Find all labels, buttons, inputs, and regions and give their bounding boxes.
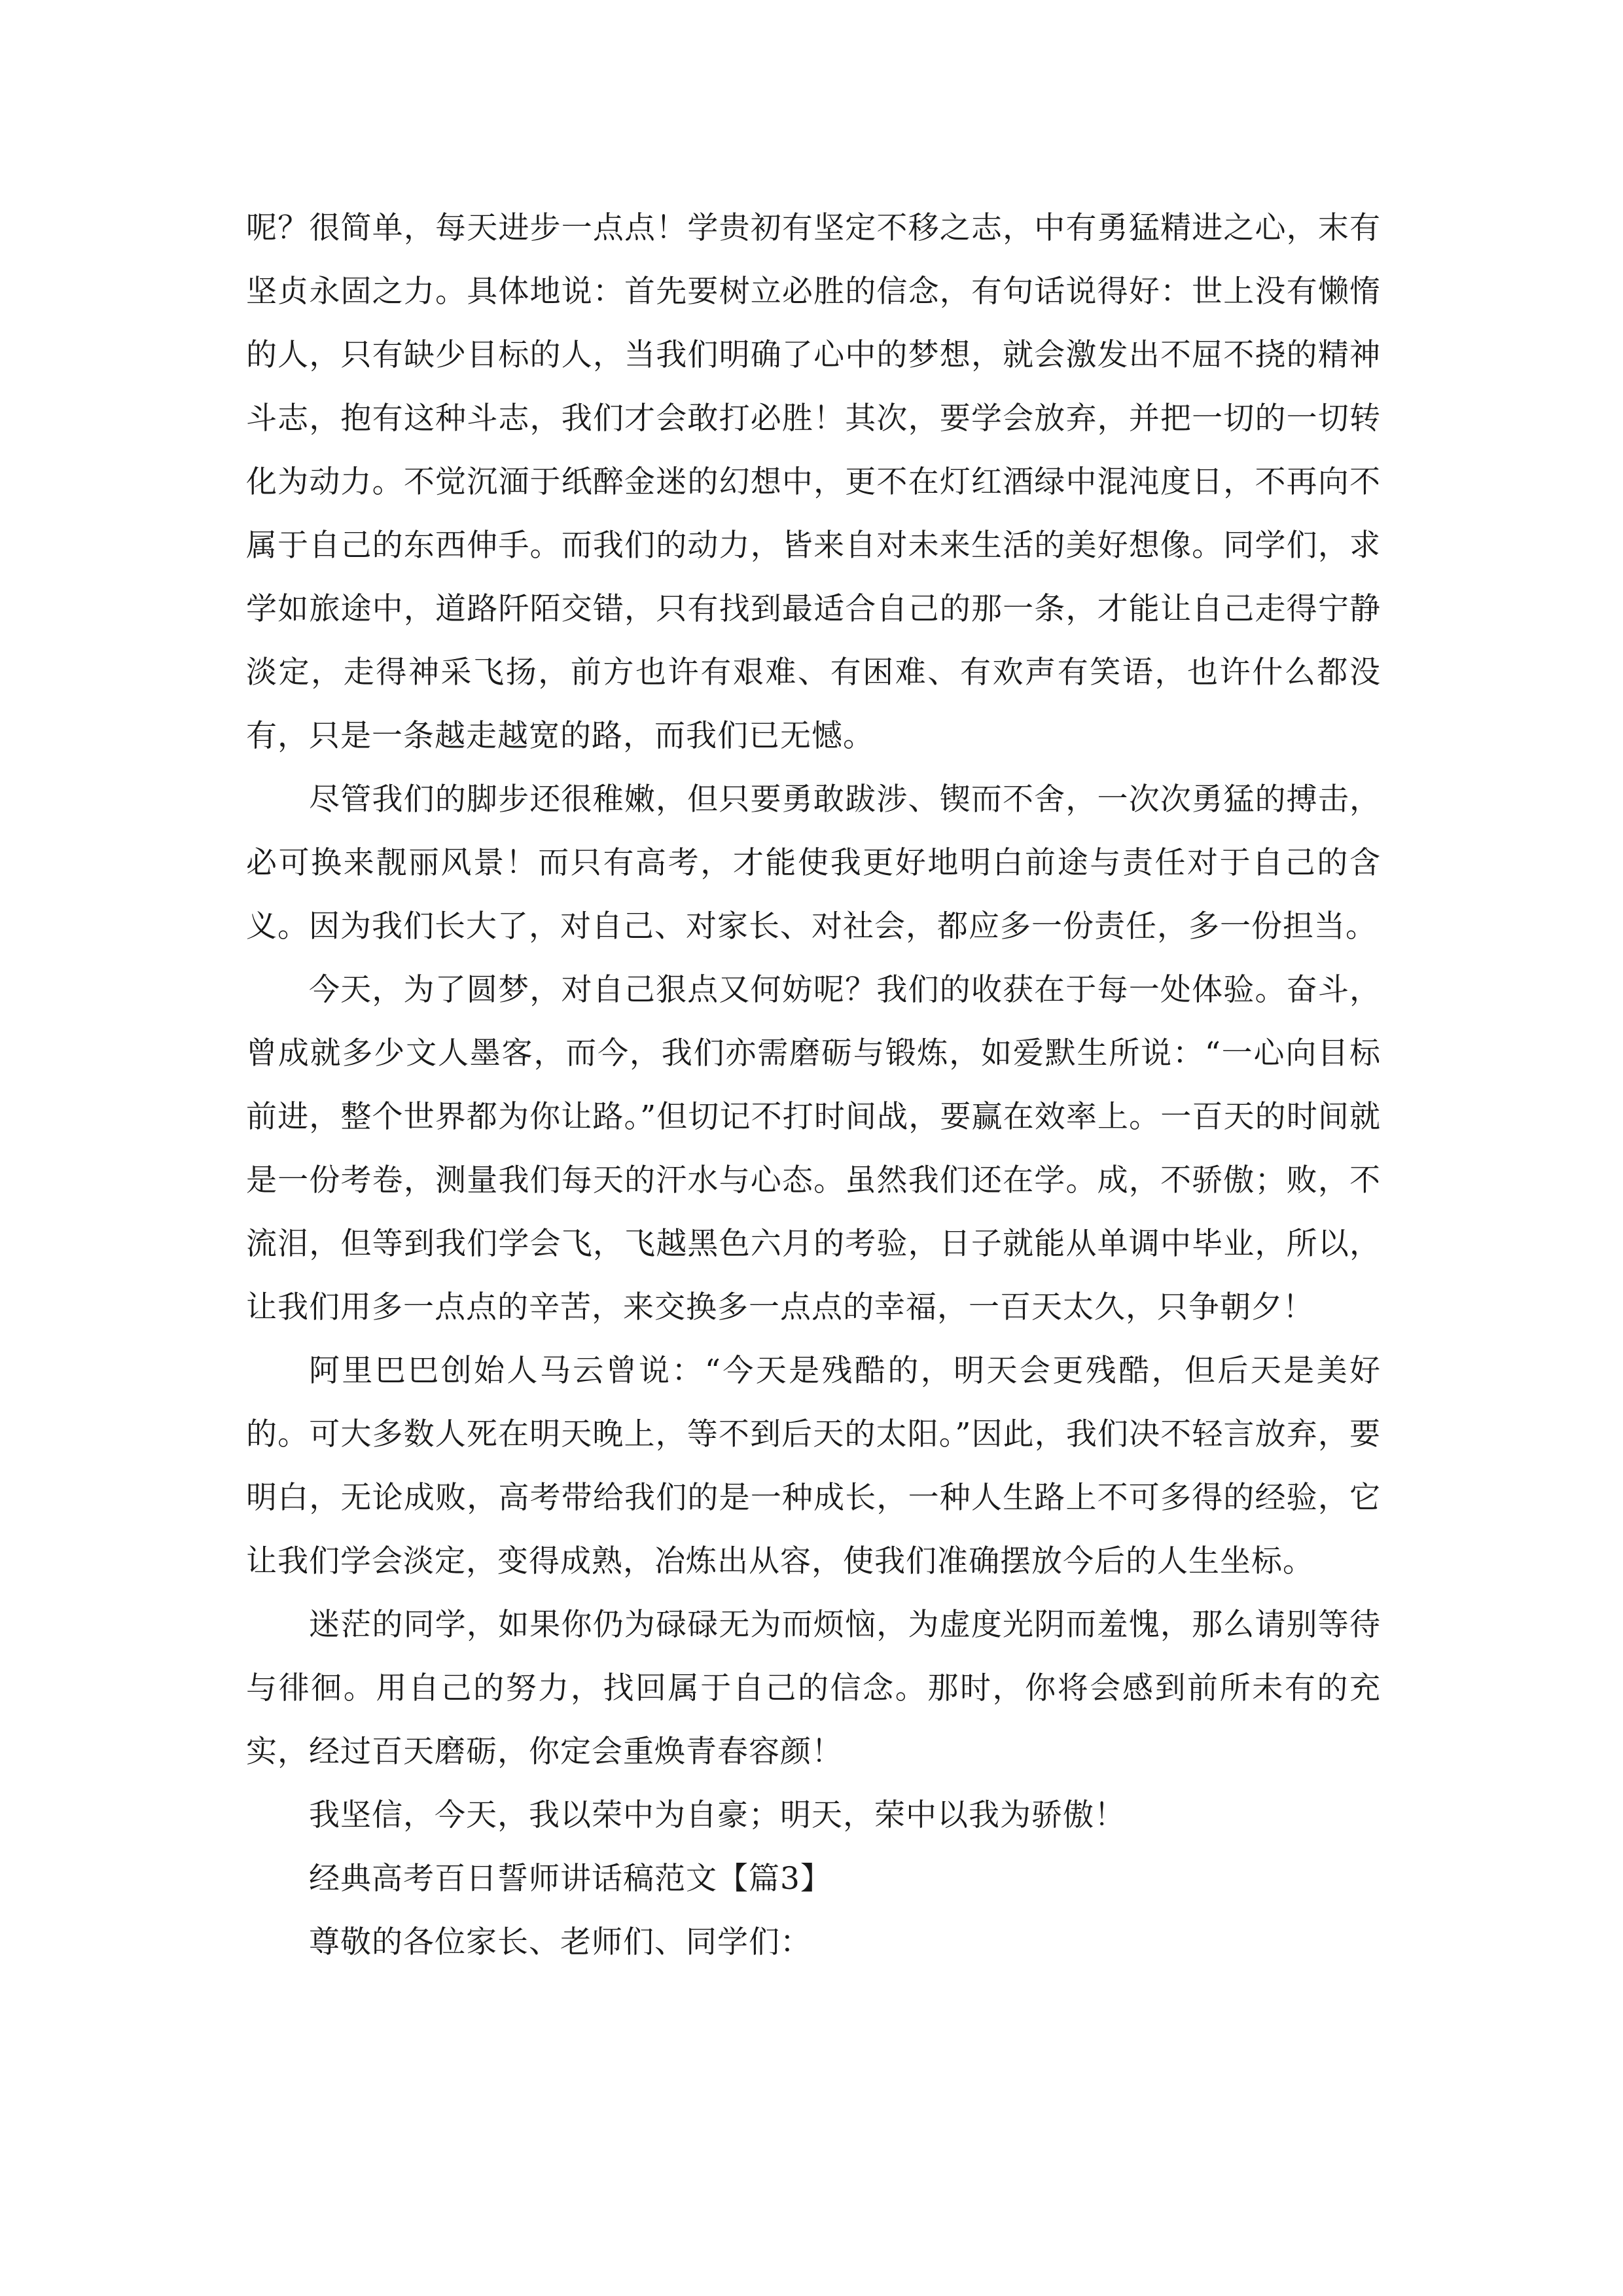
paragraph-footsteps: 尽管我们的脚步还很稚嫩，但只要勇敢跋涉、锲而不舍，一次次勇猛的搏击，必可换来靓丽风景！而只有高考，才能使我更好地明白前途与责任对于自己的含义。因为我们长大了，对自己、对家长、对社会，都应多一份责任，多一份担当。 [246, 781, 1381, 944]
salutation: 尊敬的各位家长、老师们、同学们： [309, 1924, 812, 1960]
paragraph-jack-ma-quote: 阿里巴巴创始人马云曾说：“今天是残酷的，明天会更残酷，但后天是美好的。可大多数人死在明天晚上，等不到后天的太阳。”因此，我们决不轻言放弃，要明白，无论成败，高考带给我们的是一种成长，一种人生路上不可多得的经验，它让我们学会淡定，变得成熟，冶炼出从容，使我们准确摆放今后的人生坐标。 [246, 1353, 1381, 1579]
paragraph-continuation: 呢？很简单，每天进步一点点！学贵初有坚定不移之志，中有勇猛精进之心，末有坚贞永固之力。具体地说：首先要树立必胜的信念，有句话说得好：世上没有懒惰的人，只有缺少目标的人，当我们明确了心中的梦想，就会激发出不屈不挠的精神斗志，抱有这种斗志，我们才会敢打必胜！其次，要学会放弃，并把一切的一切转化为动力。不觉沉湎于纸醉金迷的幻想中，更不在灯红酒绿中混沌度日，不再向不属于自己的东西伸手。而我们的动力，皆来自对未来生活的美好想像。同学们，求学如旅途中，道路阡陌交错，只有找到最适合自己的那一条，才能让自己走得宁静淡定，走得神采飞扬，前方也许有艰难、有困难、有欢声有笑语，也许什么都没有，只是一条越走越宽的路，而我们已无憾。 [246, 210, 1381, 754]
section-heading: 经典高考百日誓师讲话稿范文【篇3】 [309, 1861, 832, 1897]
paragraph-belief: 我坚信，今天，我以荣中为自豪；明天，荣中以我为骄傲！ [309, 1797, 1126, 1833]
paragraph-confused-students: 迷茫的同学，如果你仍为碌碌无为而烦恼，为虚度光阴而羞愧，那么请别等待与徘徊。用自己的努力，找回属于自己的信念。那时，你将会感到前所未有的充实，经过百天磨砺，你定会重焕青春容颜！ [246, 1607, 1381, 1770]
paragraph-today-dream: 今天，为了圆梦，对自己狠点又何妨呢？我们的收获在于每一处体验。奋斗，曾成就多少文人墨客，而今，我们亦需磨砺与锻炼，如爱默生所说：“一心向目标前进，整个世界都为你让路。”但切记不打时间战，要赢在效率上。一百天的时间就是一份考卷，测量我们每天的汗水与心态。虽然我们还在学。成，不骄傲；败，不流泪，但等到我们学会飞，飞越黑色六月的考验，日子就能从单调中毕业，所以，让我们用多一点点的辛苦，来交换多一点点的幸福，一百天太久，只争朝夕！ [246, 972, 1381, 1325]
document-body [246, 196, 1381, 1974]
